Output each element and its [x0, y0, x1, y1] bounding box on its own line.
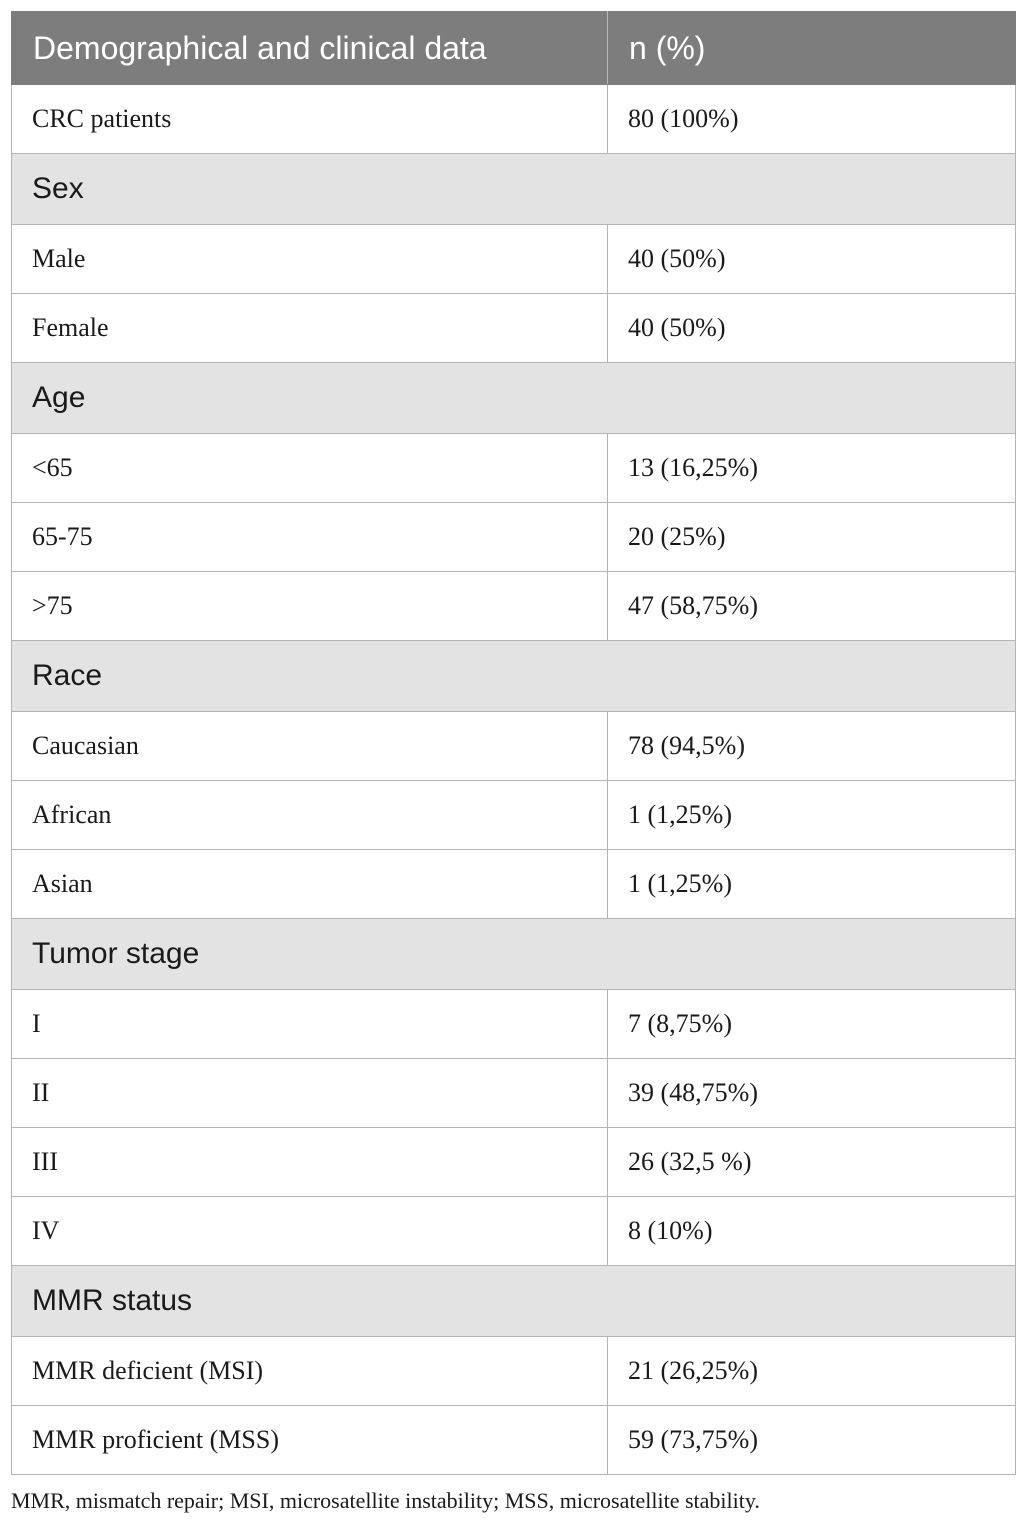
- row-label: I: [12, 990, 608, 1059]
- table-row: [12, 1197, 1016, 1266]
- table-row: [12, 1337, 1016, 1406]
- table-row: [12, 434, 1016, 503]
- header-value-column: n (%): [608, 12, 1016, 85]
- table-row: [12, 712, 1016, 781]
- section-row: [12, 1266, 1016, 1337]
- table-row: [12, 85, 1016, 154]
- row-label: CRC patients: [12, 85, 608, 154]
- section-label: MMR status: [12, 1266, 1016, 1337]
- header-row: [12, 12, 1016, 85]
- row-label: III: [12, 1128, 608, 1197]
- section-label: Tumor stage: [12, 919, 1016, 990]
- row-value: 8 (10%): [608, 1197, 1016, 1266]
- table-body: [12, 85, 1016, 1475]
- row-label: African: [12, 781, 608, 850]
- table-row: [12, 1128, 1016, 1197]
- section-label: Sex: [12, 154, 1016, 225]
- row-value: 7 (8,75%): [608, 990, 1016, 1059]
- table-row: [12, 1059, 1016, 1128]
- row-label: >75: [12, 572, 608, 641]
- row-value: 26 (32,5 %): [608, 1128, 1016, 1197]
- table-footnote: MMR, mismatch repair; MSI, microsatellite instability; MSS, microsatellite stability.: [11, 1488, 760, 1513]
- row-value: 13 (16,25%): [608, 434, 1016, 503]
- row-label: II: [12, 1059, 608, 1128]
- row-label: Male: [12, 225, 608, 294]
- table-row: [12, 572, 1016, 641]
- row-label: Asian: [12, 850, 608, 919]
- row-value: 80 (100%): [608, 85, 1016, 154]
- section-row: [12, 641, 1016, 712]
- clinical-data-table: [11, 11, 1016, 1475]
- row-label: <65: [12, 434, 608, 503]
- table-row: [12, 1406, 1016, 1475]
- row-value: 59 (73,75%): [608, 1406, 1016, 1475]
- row-value: 78 (94,5%): [608, 712, 1016, 781]
- row-label: 65-75: [12, 503, 608, 572]
- header-label-column: Demographical and clinical data: [12, 12, 608, 85]
- row-value: 40 (50%): [608, 294, 1016, 363]
- row-value: 1 (1,25%): [608, 781, 1016, 850]
- table-header: [12, 12, 1016, 85]
- table-row: [12, 294, 1016, 363]
- section-row: [12, 919, 1016, 990]
- section-label: Race: [12, 641, 1016, 712]
- table-row: [12, 781, 1016, 850]
- table-row: [12, 225, 1016, 294]
- clinical-data-table-container: [11, 11, 1015, 1475]
- section-row: [12, 154, 1016, 225]
- table-row: [12, 503, 1016, 572]
- table-row: [12, 850, 1016, 919]
- row-value: 21 (26,25%): [608, 1337, 1016, 1406]
- row-label: MMR proficient (MSS): [12, 1406, 608, 1475]
- table-row: [12, 990, 1016, 1059]
- section-label: Age: [12, 363, 1016, 434]
- row-label: MMR deficient (MSI): [12, 1337, 608, 1406]
- section-row: [12, 363, 1016, 434]
- row-label: Caucasian: [12, 712, 608, 781]
- row-value: 40 (50%): [608, 225, 1016, 294]
- row-value: 1 (1,25%): [608, 850, 1016, 919]
- row-value: 39 (48,75%): [608, 1059, 1016, 1128]
- row-label: Female: [12, 294, 608, 363]
- row-label: IV: [12, 1197, 608, 1266]
- row-value: 20 (25%): [608, 503, 1016, 572]
- row-value: 47 (58,75%): [608, 572, 1016, 641]
